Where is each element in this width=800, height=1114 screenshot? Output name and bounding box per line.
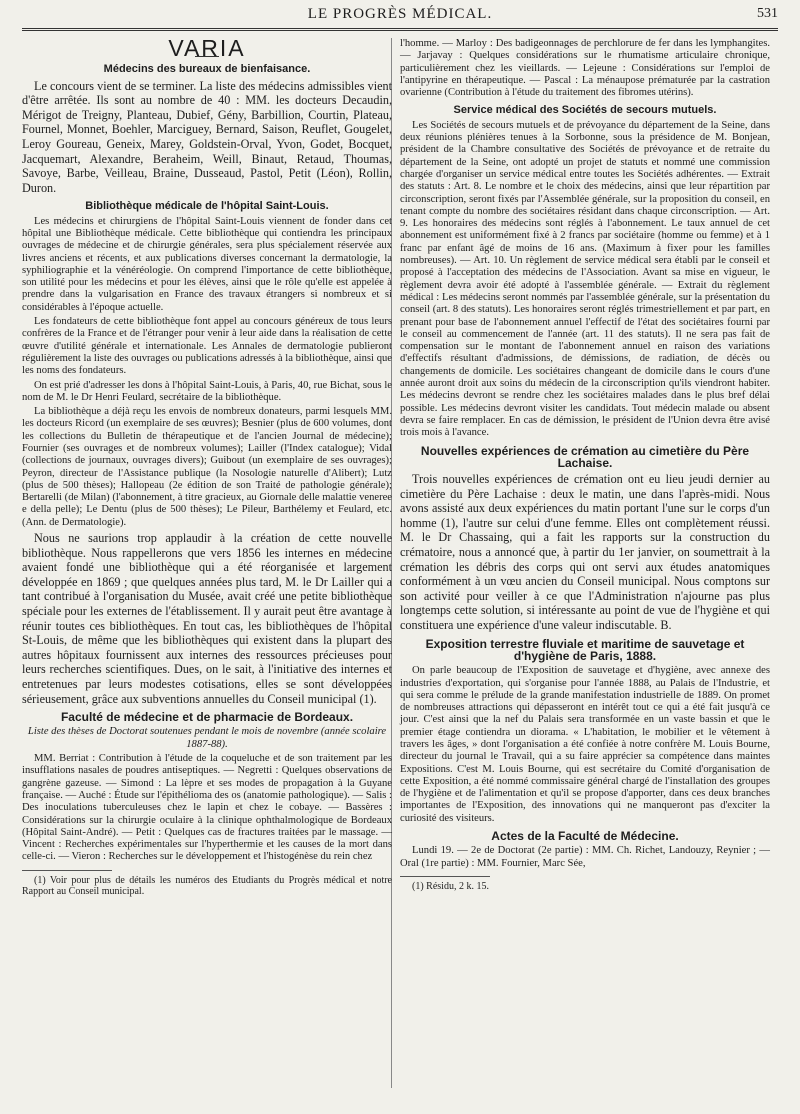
paragraph-bordeaux-theses: MM. Berriat : Contribution à l'étude de la coqueluche et de son traitement par les insufflations nasales de poudres antiseptiques. — Negretti : Quelques observations de gangrène gazeuse. — Simond : La lèpre et ses modes de propagation à la Guyane française. — Auché : Étude sur l'épithélioma des os (anatomie pathologique). — Salis : Des inoculations tuberculeuses chez le lapin et chez le cobaye. — Bassères : Considérations sur la chirurgie oculaire à la clinique ophthalmologique de Bordeaux (Hôpital Saint-André). — Petit : Quelques cas de fractures traitées par le massage. — Vincent : Recherches expérimentales sur l'hyperthermie et les causes de la mort dans celle-ci. — Vieron : Recherches sur le développement et l'histogénèse du rein chez [22, 753, 392, 863]
section-title-cremation: Nouvelles expériences de crémation au cimetière du Père Lachaise. [420, 443, 750, 470]
left-column [22, 35, 392, 900]
paragraph-bienfaisance: Le concours vient de se terminer. La liste des médecins admissibles vient d'être arrêtée. Ils sont au nombre de 40 : MM. les docteurs Decaudin, Mérigot de Treigny, Planteau, Dubief, Gény, Barbillion, Courtin, Plateau, Fournel, Monnet, Boehler, Marciguey, Bernard, Saison, Reuflet, Gougelet, Leroy Goureau, Geneix, Marey, Goldstein-Orval, Yvon, Godet, Bocquet, Jacquemart, Alexandre, Beraheim, Weill, Binaut, Retaud, Thoumas, Savoye, Barbe, Veilleau, Braine, Dusseaud, Pastol, Petit (Léon), Rollin, Duron. [22, 78, 392, 195]
paragraph-bibliotheque-5: Nous ne saurions trop applaudir à la création de cette nouvelle bibliothèque. Nous rappellerons que vers 1856 les internes en médecine avaient fondé une bibliothèque qui a été réorganisée et largement développée en 1869 ; que quelques années plus tard, M. le Dr Lailler qui a tant contribué à l'organisation du Musée, avait créé une petite bibliothèque spéciale pour les externes de l'établissement. Il y aurait peut être avantage à réunir toutes ces bibliothèques. En tout cas, les bibliothèques de l'hôpital St-Louis, de même que les bibliothèques qui existent dans la plupart des autres hôpitaux fournissent aux internes des ressources précieuses pour leurs recherches scientifiques. Dues, on le sait, à l'initiative des internes et entretenues par leurs modestes cotisations, elles se sont développées sérieusement, grâce aux subventions annuelles du Conseil municipal (1). [22, 531, 392, 706]
paragraph-actes: Lundi 19. — 2e de Doctorat (2e partie) : MM. Ch. Richet, Landouzy, Reynier ; — Oral (1re partie) : MM. Fournier, Marc Sée, [400, 845, 770, 869]
right-column [400, 38, 770, 894]
footnote-left: (1) Voir pour plus de détails les numéros des Etudiants du Progrès médical et notre Rapport au Conseil municipal. [22, 874, 392, 898]
section-title-bordeaux: Faculté de médecine et de pharmacie de Bordeaux. [60, 710, 354, 725]
page-header [22, 6, 778, 28]
paragraph-bibliotheque-1: Les médecins et chirurgiens de l'hôpital Saint-Louis viennent de fonder dans cet hôpital une Bibliothèque médicale. Cette bibliothèque qui contiendra les principaux ouvrages de médecine et de chirurgie générales, sera plus spécialement réservée aux livres anciens et récents, et aux publications diverses concernant la dermatologie, la syphiliographie et la vénéréologie. On comprend l'importance de cette bibliothèque, son utilité pour les médecins et pour les élèves, ainsi que le rôle qu'elle est appelée à prendre dans la vulgarisation en France des travaux étrangers si nombreux et si considérables à l'époque actuelle. [22, 215, 392, 313]
section-title-bienfaisance: Médecins des bureaux de bienfaisance. [103, 63, 311, 76]
page-number: 531 [757, 6, 778, 21]
paragraph-bibliotheque-2: Les fondateurs de cette bibliothèque font appel au concours généreux de tous leurs confrères de la France et de l'étranger pour venir à leur aide dans la réalisation de cette œuvre d'utilité générale et internationale. Les Annales de dermatologie publieront régulièrement la liste des ouvrages ou publications adressés à la bibliothèque, ainsi que les noms des fondateurs. [22, 316, 392, 377]
paragraph-secours-mutuels: Les Sociétés de secours mutuels et de prévoyance du département de la Seine, dans deux réunions plénières tenues à la Sorbonne, sous la présidence de M. Bonjean, président de la Chambre consultative des Sociétés de prévoyance et de retraite du département de la Seine, ont adopté un projet de statuts et nommé une commission chargée d'organiser un service médical entre toutes les Sociétés adhérentes. — Extrait des statuts : Art. 8. Le nombre et le choix des médecins, ainsi que leur répartition par circonscription, seront fixés par l'Assemblée générale, sur la proposition du conseil, en tenant compte du nombre des sociétaires résidant dans chaque circonscription. — Art. 9. Les honoraires des médecins sont réglés à l'abonnement. Le taux annuel de cet abonnement est uniformément fixé à 2 francs par sociétaire (homme ou femme) et à 1 franc par enfant âgé de moins de 16 ans. (Maximum à fixer pour les familles nombreuses). — Art. 10. Un règlement de service médical sera établi par le conseil et proposé à l'acceptation des médecins de l'Association. Avant sa mise en vigueur, le règlement devra avoir été adopté à l'assemblée générale. — Extrait du règlement médical : Les médecins seront nommés par l'assemblée générale, sur la présentation du conseil (art. 8 des statuts). Les honoraires seront réglés trimestriellement et par part, en prenant pour base de l'abonnement annuel l'effectif de l'état des sociétaires fourni par le conseil au commencement de l'année (art. 11 des statuts). Il ne sera pas fait de compensation sur le montant de l'abonnement annuel en raison des variations d'effectifs résultant d'admissions, de démissions, de radiation, de décès ou changements de domicile. Les sociétaires changeant de domicile dans le cours d'une année auront droit aux soins du médecin de la circonscription qu'ils viendront habiter. Les médecins devront se rendre chez les sociétaires malades dans le plus bref délai possible. Les médecins devront visiter les candidats. Tout médecin malade ou absent devra se faire remplacer. En cas de démission, le président de l'Union devra être avisé trois mois à l'avance. [400, 119, 770, 439]
section-title-exposition: Exposition terrestre fluviale et maritime de sauvetage et d'hygiène de Paris, 1888. [425, 636, 745, 663]
paragraph-cremation: Trois nouvelles expériences de crémation ont eu lieu jeudi dernier au cimetière du Père Lachaise : deux le matin, une dans l'après-midi. Nous avons assisté aux deux expériences du matin portant l'une sur le corps d'un homme (1), l'autre sur celui d'une femme. Elles ont complètement réussi. M. le Dr Chassaing, qui a fait les rapports sur la construction du crématoire, nous a annoncé que, à partir du 1er janvier, on soumettrait à la crémation les débris des corps qui ont servi aux études anatomiques conformément à un vœu ancien du Conseil municipal. Nous comptons sur son activité pour veiller à ce que l'Administration n'ajourne pas plus longtemps cette solution, si intéressante au point de vue de l'hygiène et qui constituera une expérience d'une valeur indiscutable. B. [400, 472, 770, 633]
footnote-right: (1) Résidu, 2 k. 15. [412, 880, 489, 892]
section-title-secours-mutuels: Service médical des Sociétés de secours mutuels. [453, 104, 717, 117]
paragraph-bibliotheque-4: La bibliothèque a déjà reçu les envois de nombreux donateurs, parmi lesquels MM. les docteurs Ricord (un exemplaire de ses œuvres); Besnier (plus de 600 volumes, dont les collections du Bulletin de thérapeutique et de l'ancien Journal de médecine); Fournier (ses ouvrages et de nombreux volumes); Lailler (l'Index catalogue); Vidal (collections de journaux, ouvrages divers); Guibout (un exemplaire de ses ouvrages); Peyron, directeur de l'Assistance publique (la Nosologie naturelle d'Alibert); Lutz (plus de 500 thèses); Hallopeau (2e édition de son Traité de pathologie générale); Bertarelli (de Milan) (l'abonnement, à titre gracieux, au Giornale delle malattie veneree e della pelle); Le Dentu (plus de 500 thèses); Le Pileur, Barthélemy et Feulard, etc. (Ann. de Dermatologie). [22, 406, 392, 528]
paragraph-bibliotheque-3: On est prié d'adresser les dons à l'hôpital Saint-Louis, à Paris, 40, rue Bichat, sous le nom de M. le Dr Henri Feulard, secrétaire de la bibliothèque. [22, 379, 392, 403]
section-title-bibliotheque: Bibliothèque médicale de l'hôpital Saint-Louis. [85, 200, 329, 213]
bordeaux-subtitle: Liste des thèses de Doctorat soutenues pendant le mois de novembre (année scolaire 1887-88). [27, 726, 387, 750]
paragraph-exposition: On parle beaucoup de l'Exposition de sauvetage et d'hygiène, avec annexe des industries d'exportation, qui s'organise pour l'année 1888, au Palais de l'Industrie, et qui sera comme le prélude de la grande manifestation industrielle de 1889. On promet de nombreuses attractions qui dépasseront en intérêt tout ce qui a été fait jusqu'à ce jour. C'est ainsi que la nef du Palais sera transformée en un vaste bassin et que le premier étage contiendra un diorama. « L'habitation, le mobilier et le vêtement à travers les âges, » dont l'organisation a été confiée à notre confrère M. Louis Bourne, directeur du journal le Travail, qui a su faire apprécier sa compétence dans maintes Expositions. C'est M. Louis Bourne, qui est secrétaire du Comité d'organisation de cette Exposition, a été nommé commissaire général chargé de l'installation des groupes de l'hygiène et de l'alimentation et qu'il se propose d'apporter, dans ces deux branches importantes de l'Exposition, des innovations qui ne manqueront pas d'exciter la curiosité des visiteurs. [400, 665, 770, 824]
varia-heading: VARIA [168, 35, 246, 61]
footnote-rule-right [400, 876, 490, 877]
running-title: LE PROGRÈS MÉDICAL. [307, 6, 493, 22]
section-title-actes: Actes de la Faculté de Médecine. [491, 829, 679, 844]
paragraph-theses-continued: l'homme. — Marloy : Des badigeonnages de perchlorure de fer dans les lymphangites. — Jarjavay : Quelques considérations sur le rhumatisme articulaire chronique, particulièrement chez les vieillards. — Lejeune : Considérations sur l'emploi de l'antipyrine en thérapeutique. — Pascal : La ménaupose prématurée par la castration ovarienne (Contribution à l'étude du traitement des fibromes utérins). [400, 38, 770, 99]
header-rule [22, 28, 778, 31]
footnote-rule [22, 870, 112, 871]
